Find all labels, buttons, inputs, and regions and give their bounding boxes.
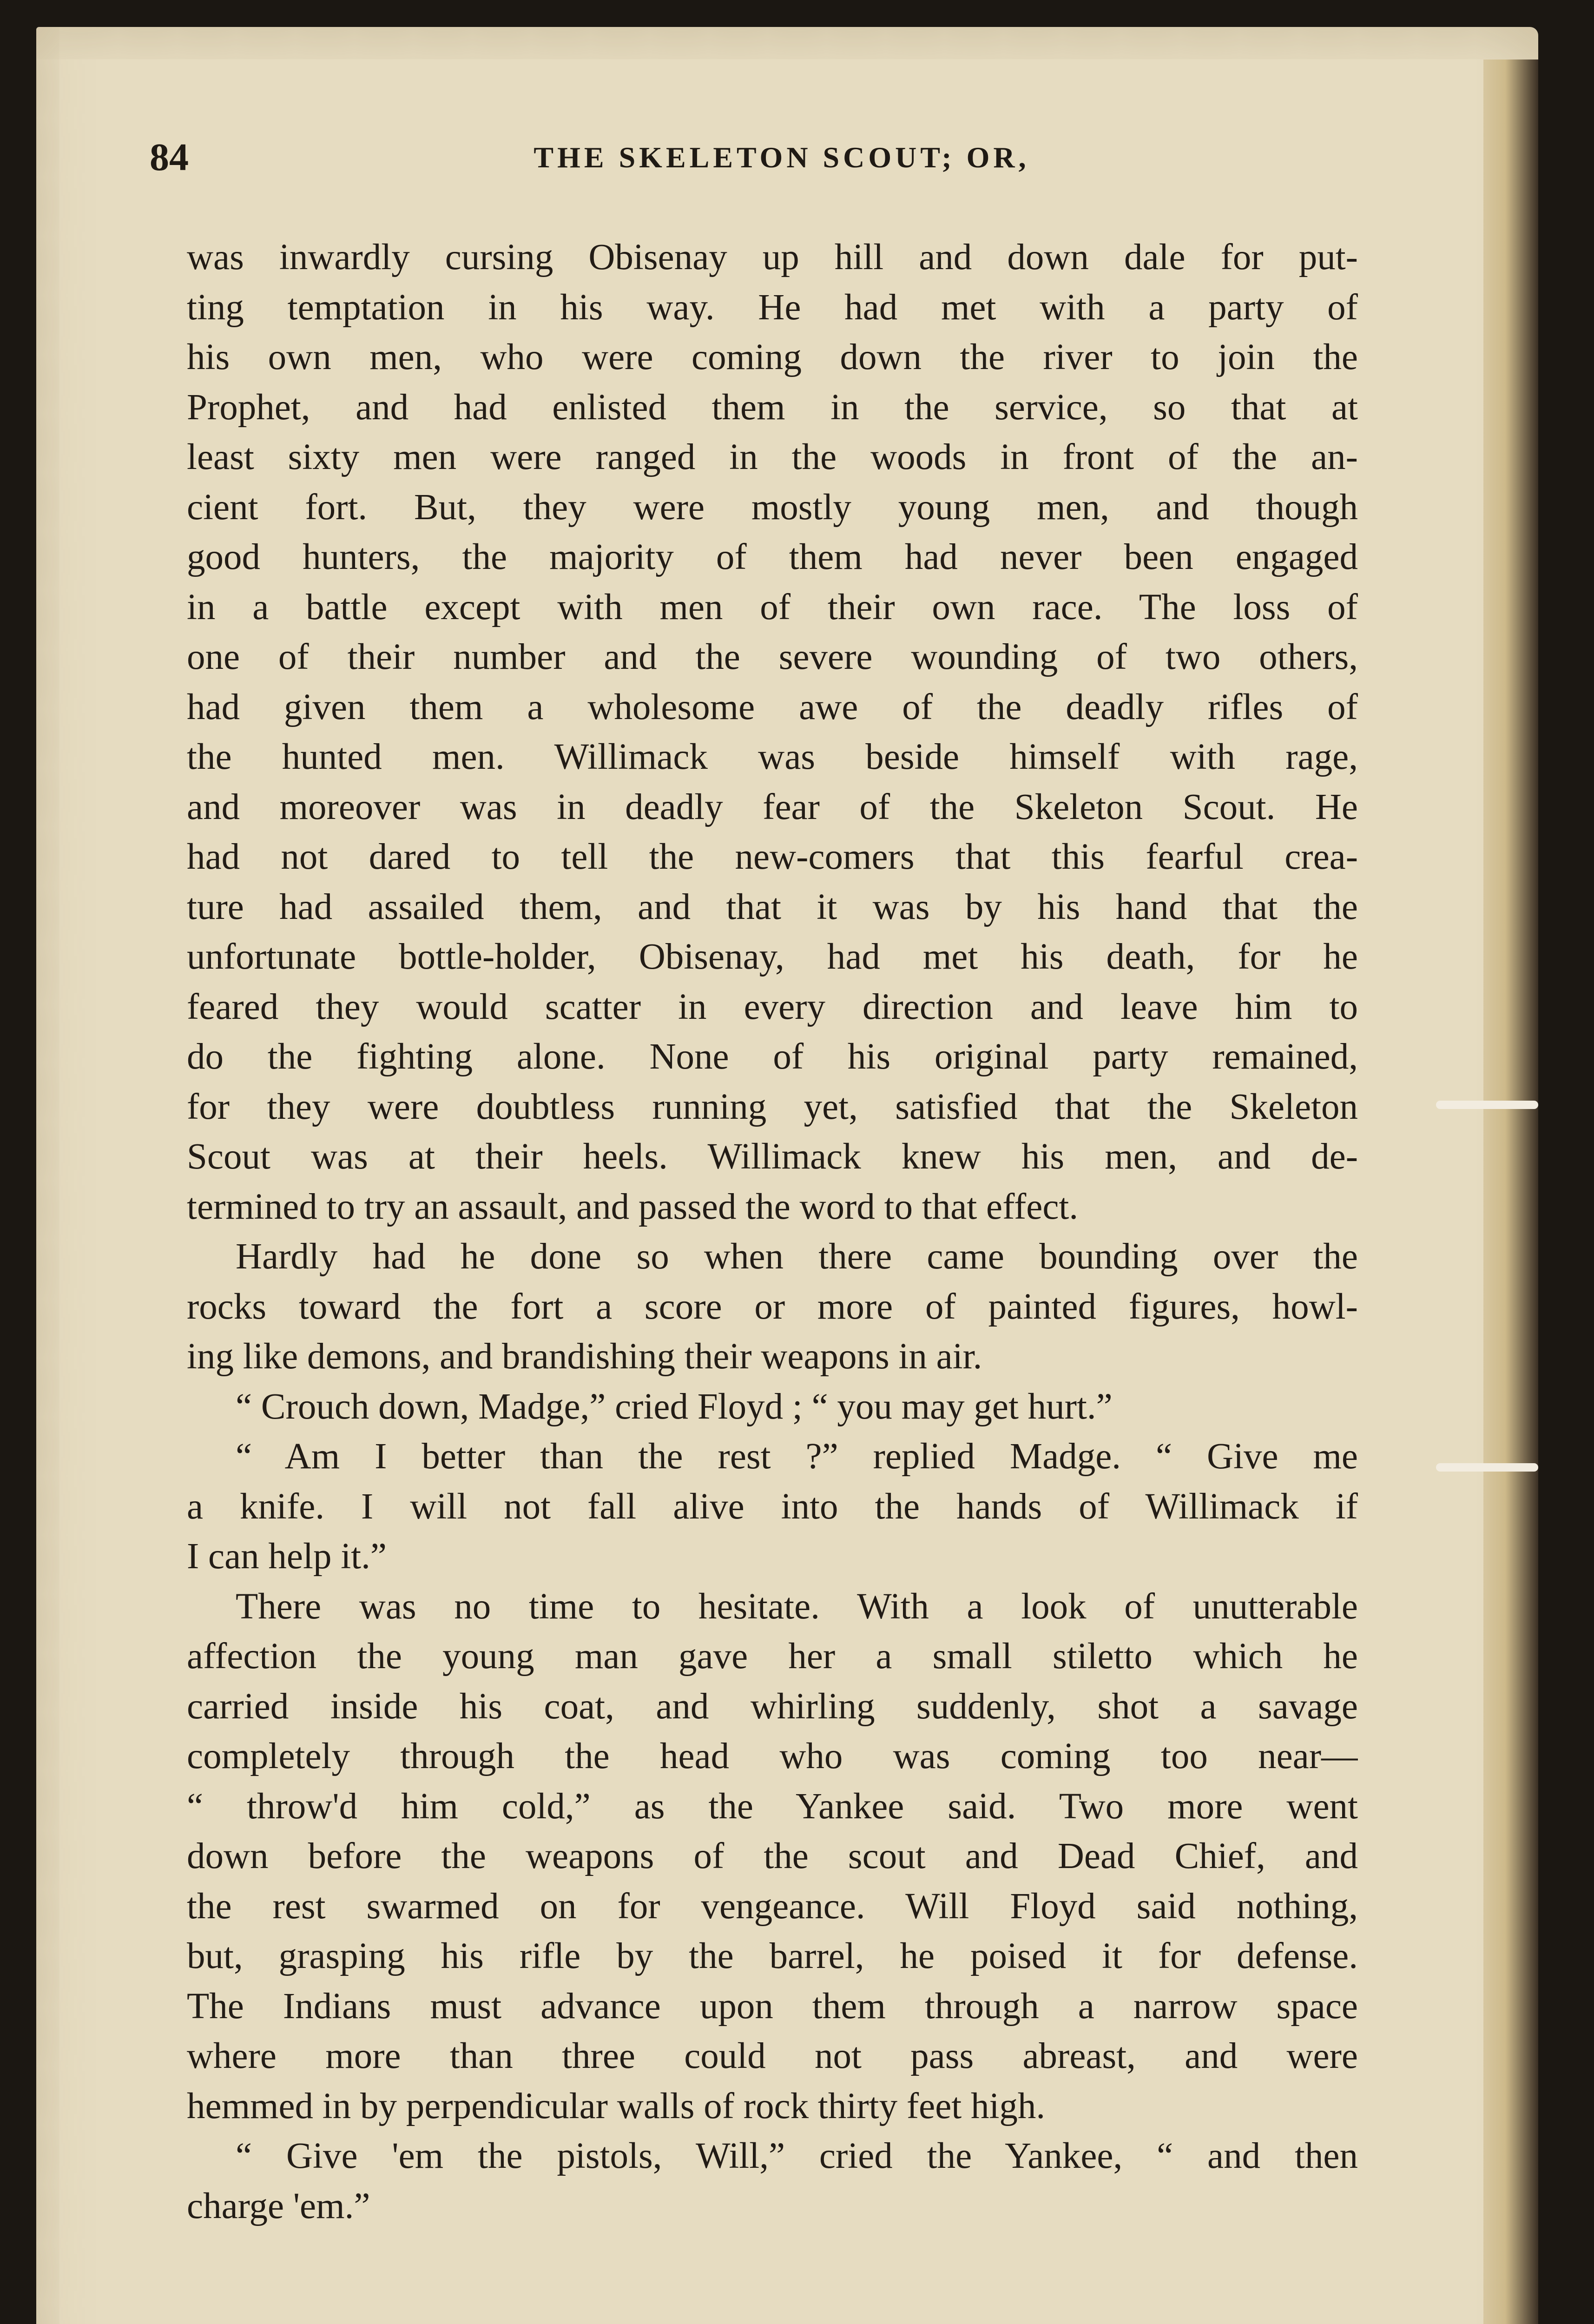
page-gutter	[1483, 59, 1538, 2324]
page-number: 84	[150, 136, 189, 179]
text-line: unfortunate bottle-holder, Obisenay, had met his death, for he	[187, 937, 1358, 977]
text-line: rocks toward the fort a score or more of painted figures, howl-	[187, 1286, 1358, 1327]
text-line: a knife. I will not fall alive into the hands of Willimack if	[187, 1486, 1358, 1527]
text-line: “ Am I better than the rest ?” replied Madge. “ Give me	[236, 1436, 1358, 1477]
page-header	[150, 135, 1414, 186]
text-line: had not dared to tell the new-comers that this fearful crea-	[187, 837, 1358, 877]
text-line: hemmed in by perpendicular walls of rock thirty feet high.	[187, 2086, 1046, 2126]
text-line: Hardly had he done so when there came bounding over the	[236, 1236, 1358, 1277]
text-line: Prophet, and had enlisted them in the service, so that at	[187, 387, 1358, 428]
text-line: carried inside his coat, and whirling suddenly, shot a savage	[187, 1686, 1358, 1727]
text-line: I can help it.”	[187, 1536, 387, 1577]
text-line: but, grasping his rifle by the barrel, he poised it for defense.	[187, 1936, 1358, 1976]
text-line: ing like demons, and brandishing their weapons in air.	[187, 1336, 982, 1377]
text-line: had given them a wholesome awe of the deadly rifles of	[187, 687, 1358, 727]
text-line: charge 'em.”	[187, 2185, 370, 2226]
text-line: least sixty men were ranged in the woods in front of the an-	[187, 437, 1358, 477]
text-line: the rest swarmed on for vengeance. Will Floyd said nothing,	[187, 1886, 1358, 1927]
text-line: where more than three could not pass abreast, and were	[187, 2036, 1358, 2076]
text-line: affection the young man gave her a small stiletto which he	[187, 1636, 1358, 1677]
text-line: for they were doubtless running yet, satisfied that the Skeleton	[187, 1086, 1358, 1127]
text-line: termined to try an assault, and passed the word to that effect.	[187, 1186, 1079, 1227]
text-line: completely through the head who was coming too near—	[187, 1736, 1358, 1776]
text-line: his own men, who were coming down the river to join the	[187, 337, 1358, 377]
text-line: “ Crouch down, Madge,” cried Floyd ; “ you may get hurt.”	[236, 1386, 1113, 1427]
body-text	[187, 232, 1358, 2231]
running-head: THE SKELETON SCOUT; OR,	[534, 141, 1030, 174]
text-line: ting temptation in his way. He had met with a party of	[187, 287, 1358, 328]
text-line: and moreover was in deadly fear of the Skeleton Scout. He	[187, 786, 1358, 827]
binding-thread	[1436, 1101, 1538, 1109]
text-line: “ throw'd him cold,” as the Yankee said. Two more went	[187, 1786, 1358, 1827]
binding-thread	[1436, 1463, 1538, 1472]
text-line: down before the weapons of the scout and Dead Chief, and	[187, 1836, 1358, 1876]
text-line: The Indians must advance upon them through a narrow space	[187, 1986, 1358, 2027]
text-line: one of their number and the severe wounding of two others,	[187, 637, 1358, 677]
text-line: There was no time to hesitate. With a look of unutterable	[236, 1586, 1358, 1627]
text-line: the hunted men. Willimack was beside himself with rage,	[187, 737, 1358, 777]
text-line: was inwardly cursing Obisenay up hill and down dale for put-	[187, 237, 1358, 277]
text-line: do the fighting alone. None of his original party remained,	[187, 1037, 1358, 1077]
text-line: good hunters, the majority of them had never been engaged	[187, 537, 1358, 577]
text-line: ture had assailed them, and that it was by his hand that the	[187, 886, 1358, 927]
text-line: cient fort. But, they were mostly young men, and though	[187, 487, 1358, 528]
text-line: feared they would scatter in every direction and leave him to	[187, 986, 1358, 1027]
text-line: Scout was at their heels. Willimack knew his men, and de-	[187, 1136, 1358, 1177]
text-line: “ Give 'em the pistols, Will,” cried the Yankee, “ and then	[236, 2136, 1358, 2176]
text-line: in a battle except with men of their own race. The loss of	[187, 587, 1358, 627]
